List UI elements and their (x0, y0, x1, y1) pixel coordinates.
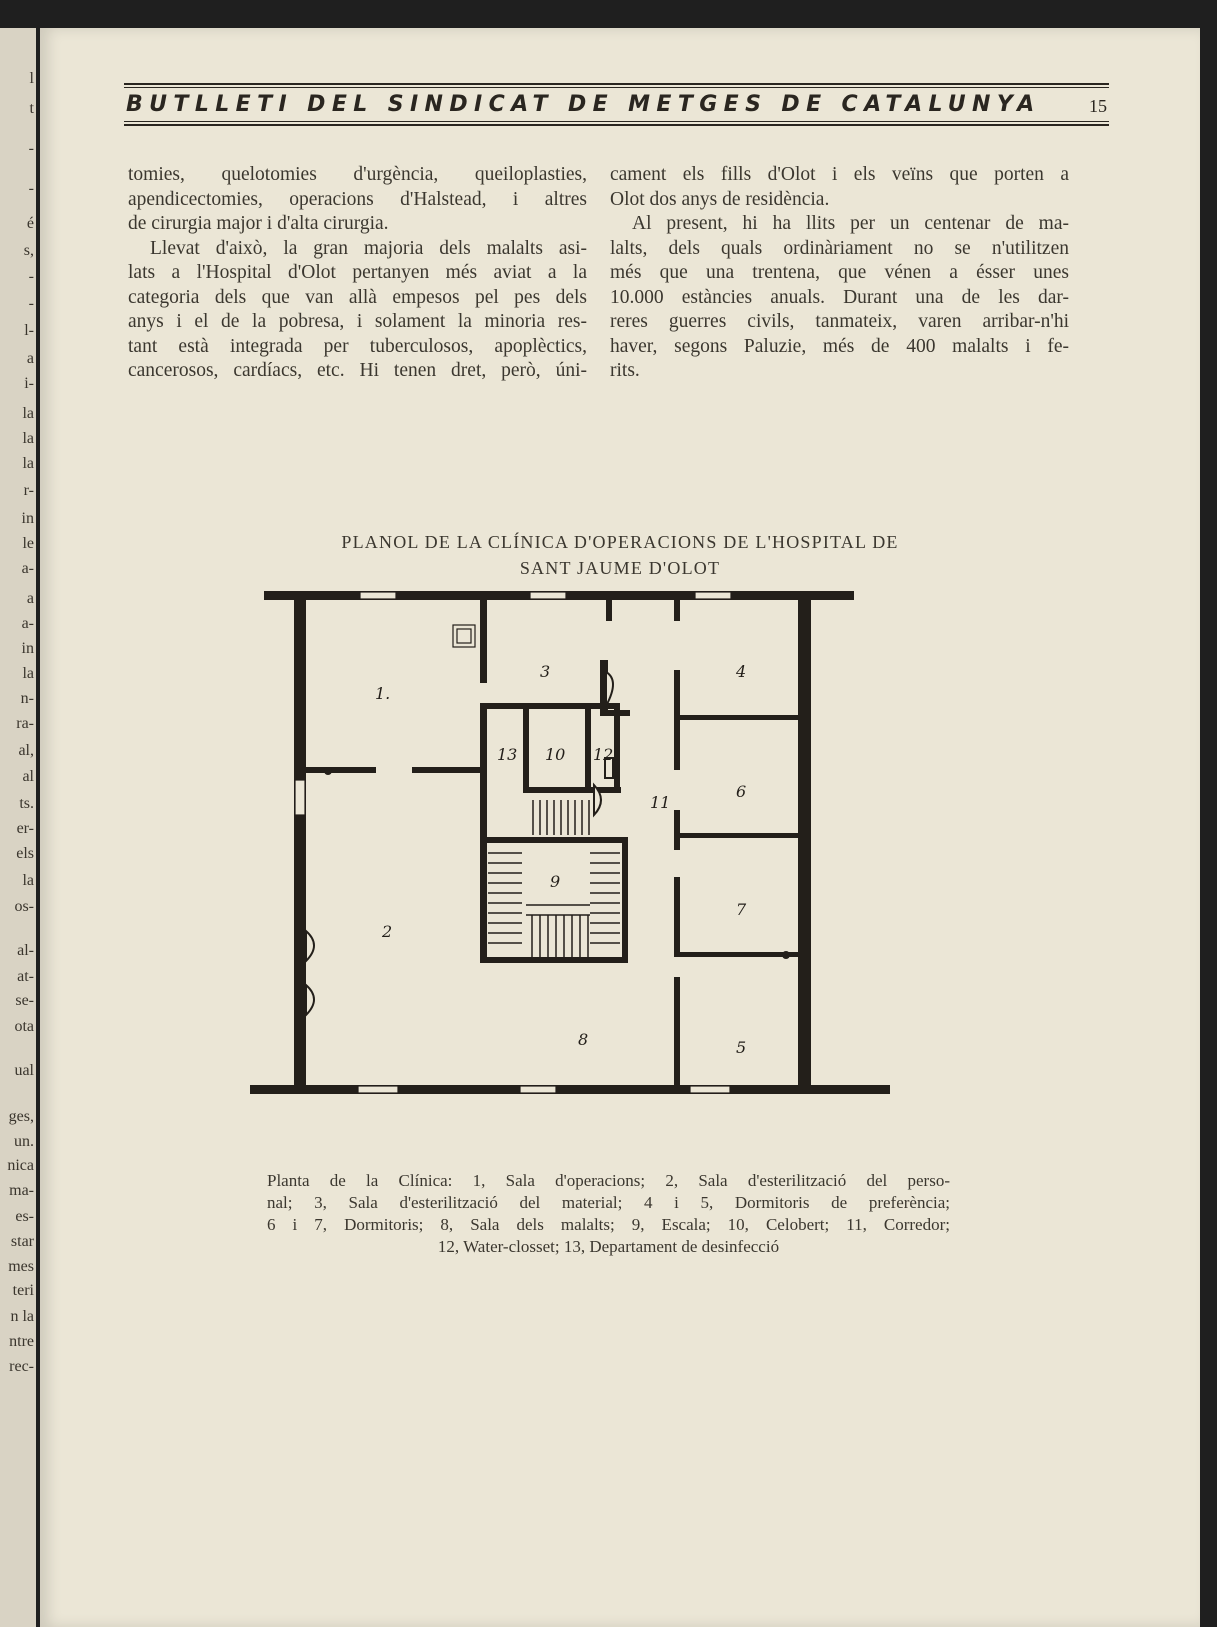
outer-wall-left (294, 593, 306, 1089)
caption-line: Planta de la Clínica: 1, Sala d'operacions; 2, Sala d'esterilització del perso- (267, 1171, 950, 1190)
previous-page-text-fragment: la (22, 455, 34, 472)
header-rule-top-thin (124, 87, 1109, 88)
previous-page-text-fragment: star (10, 1233, 34, 1250)
room-label-13: 13 (497, 745, 518, 764)
text-line: haver, segons Paluzie, més de 400 malalts i fe- (610, 335, 1069, 357)
previous-page-text-fragment: - (28, 180, 34, 197)
journal-title: BUTLLETI DEL SINDICAT DE METGES DE CATALUNYA (126, 92, 1041, 117)
previous-page-text-fragment: al- (17, 942, 34, 959)
previous-page-text-fragment: ota (14, 1018, 34, 1035)
basin-icon (306, 985, 314, 1015)
text-line: Al present, hi ha llits per un centenar de ma- (632, 213, 1069, 234)
room-label-5: 5 (736, 1038, 747, 1057)
plan-title-line-2: SANT JAUME D'OLOT (519, 558, 721, 578)
marker-dot (782, 951, 790, 959)
left-column (128, 163, 587, 384)
window (520, 1086, 556, 1093)
outer-wall-bottom (250, 1085, 890, 1094)
previous-page-text-fragment: els (16, 845, 34, 862)
text-line: Llevat d'això, la gran majoria dels malalts asi- (150, 237, 587, 259)
previous-page-text-fragment: os- (14, 898, 34, 915)
previous-page-text-fragment: at- (17, 968, 34, 985)
previous-page-text-fragment: t (29, 100, 34, 117)
previous-page-text-fragment: - (28, 268, 34, 285)
plan-caption (267, 1170, 950, 1258)
header-rule-bottom (124, 124, 1109, 126)
previous-page-text-fragment: la (22, 872, 34, 889)
caption-line: 6 i 7, Dormitoris; 8, Sala dels malalts; 9, Escala; 10, Celobert; 11, Corredor; (267, 1215, 950, 1234)
previous-page-text-fragment: mes (8, 1258, 34, 1275)
previous-page-text-fragment: - (28, 140, 34, 157)
window (358, 1086, 398, 1093)
text-line: anys i el de la pobresa, i solament la minoria res- (128, 311, 587, 332)
room-label-1: 1. (375, 684, 391, 703)
previous-page-text-fragment: se- (15, 992, 34, 1009)
previous-page-text-fragment: ges, (8, 1108, 34, 1125)
previous-page-text-fragment: n la (10, 1308, 34, 1325)
window (295, 780, 305, 815)
previous-page-edge (0, 28, 36, 1627)
previous-page-text-fragment: ntre (9, 1333, 34, 1350)
previous-page-text-fragment: i- (24, 375, 34, 392)
previous-page-text-fragment: nica (7, 1157, 34, 1174)
room-label-10: 10 (545, 745, 566, 764)
text-line: més que una trentena, que vénen a ésser unes (610, 262, 1069, 283)
text-line: tomies, quelotomies d'urgència, queiloplasties, (128, 164, 587, 185)
text-line: cancerosos, cardíacs, etc. Hi tenen dret, però, úni- (128, 360, 587, 381)
text-line: lalts, dels quals ordinàriament no se n'utilitzen (610, 237, 1069, 259)
window (695, 592, 731, 599)
marker-dot (324, 767, 332, 775)
previous-page-text-fragment: l (29, 70, 34, 87)
running-header (124, 90, 1109, 122)
previous-page-text-fragment: a- (21, 560, 34, 577)
page-number: 15 (1089, 96, 1107, 116)
previous-page-text-fragment: al (22, 768, 34, 785)
header-rule-top (124, 83, 1109, 85)
previous-page-text-fragment: a (26, 590, 34, 607)
toilet-icon (606, 672, 613, 706)
room-label-4: 4 (736, 662, 747, 681)
text-line: 10.000 estàncies anuals. Durant una de les dar- (610, 286, 1069, 308)
previous-page-text-fragment: teri (12, 1282, 34, 1299)
window (530, 592, 566, 599)
right-column (610, 163, 1069, 384)
previous-page-text-fragment: al, (18, 742, 34, 759)
header-rule-bottom-thin (124, 121, 1109, 122)
previous-page-text-fragment: la (22, 405, 34, 422)
previous-page-text-fragment: es- (15, 1208, 34, 1225)
room-label-3: 3 (540, 662, 551, 681)
previous-page-text-fragment: le (22, 535, 34, 552)
previous-page-text-fragment: a- (21, 615, 34, 632)
previous-page-text-fragment: - (28, 295, 34, 312)
previous-page-text-fragment: ra- (16, 715, 34, 732)
previous-page-text-fragment: r- (23, 482, 34, 499)
plan-title-line-1: PLANOL DE LA CLÍNICA D'OPERACIONS DE L'HOSPITAL DE (341, 532, 899, 552)
text-line: tant està integrada per tuberculosos, apoplèctics, (128, 335, 587, 357)
previous-page-text-fragment: é (26, 215, 34, 232)
sink-icon (453, 625, 475, 647)
floor-plan (250, 575, 900, 1110)
basin-icon (306, 931, 314, 961)
previous-page-text-fragment: ma- (9, 1182, 34, 1199)
room-label-7: 7 (736, 900, 747, 919)
text-line: categoria dels que van allà empesos pel pes dels (128, 286, 587, 308)
room-label-6: 6 (736, 782, 747, 801)
text-line: de cirurgia major i d'alta cirurgia. (128, 213, 389, 234)
caption-line: nal; 3, Sala d'esterilització del material; 4 i 5, Dormitoris de preferència; (267, 1193, 950, 1212)
room-label-8: 8 (578, 1030, 589, 1049)
previous-page-text-fragment: ts. (19, 795, 34, 812)
previous-page-text-fragment: rec- (9, 1358, 34, 1375)
previous-page-text-fragment: er- (16, 820, 34, 837)
previous-page-text-fragment: l- (24, 322, 34, 339)
text-line: Olot dos anys de residència. (610, 188, 830, 210)
previous-page-text-fragment: un. (14, 1133, 34, 1150)
outer-wall-right (798, 593, 811, 1089)
previous-page-text-fragment: ual (14, 1062, 34, 1079)
room-label-11: 11 (650, 793, 671, 812)
caption-line: 12, Water-closset; 13, Departament de desinfecció (437, 1237, 780, 1256)
text-line: reres guerres civils, tanmateix, varen arribar-n'hi (610, 311, 1069, 332)
room-label-9: 9 (550, 872, 561, 891)
window (360, 592, 396, 599)
window (690, 1086, 730, 1093)
previous-page-text-fragment: n- (20, 690, 34, 707)
text-line: apendicectomies, operacions d'Halstead, i altres (128, 188, 587, 210)
previous-page-text-fragment: s, (23, 242, 34, 259)
previous-page-text-fragment: la (22, 665, 34, 682)
previous-page-text-fragment: in (21, 640, 34, 657)
text-line: cament els fills d'Olot i els veïns que porten a (610, 164, 1069, 185)
text-line: lats a l'Hospital d'Olot pertanyen més aviat a la (128, 262, 587, 283)
room-label-2: 2 (382, 922, 393, 941)
previous-page-text-fragment: in (21, 510, 34, 527)
text-line: rits. (610, 360, 640, 381)
room-label-12: 12 (593, 745, 614, 764)
previous-page-text-fragment: a (26, 350, 34, 367)
previous-page-text-fragment: la (22, 430, 34, 447)
page (40, 28, 1200, 1627)
